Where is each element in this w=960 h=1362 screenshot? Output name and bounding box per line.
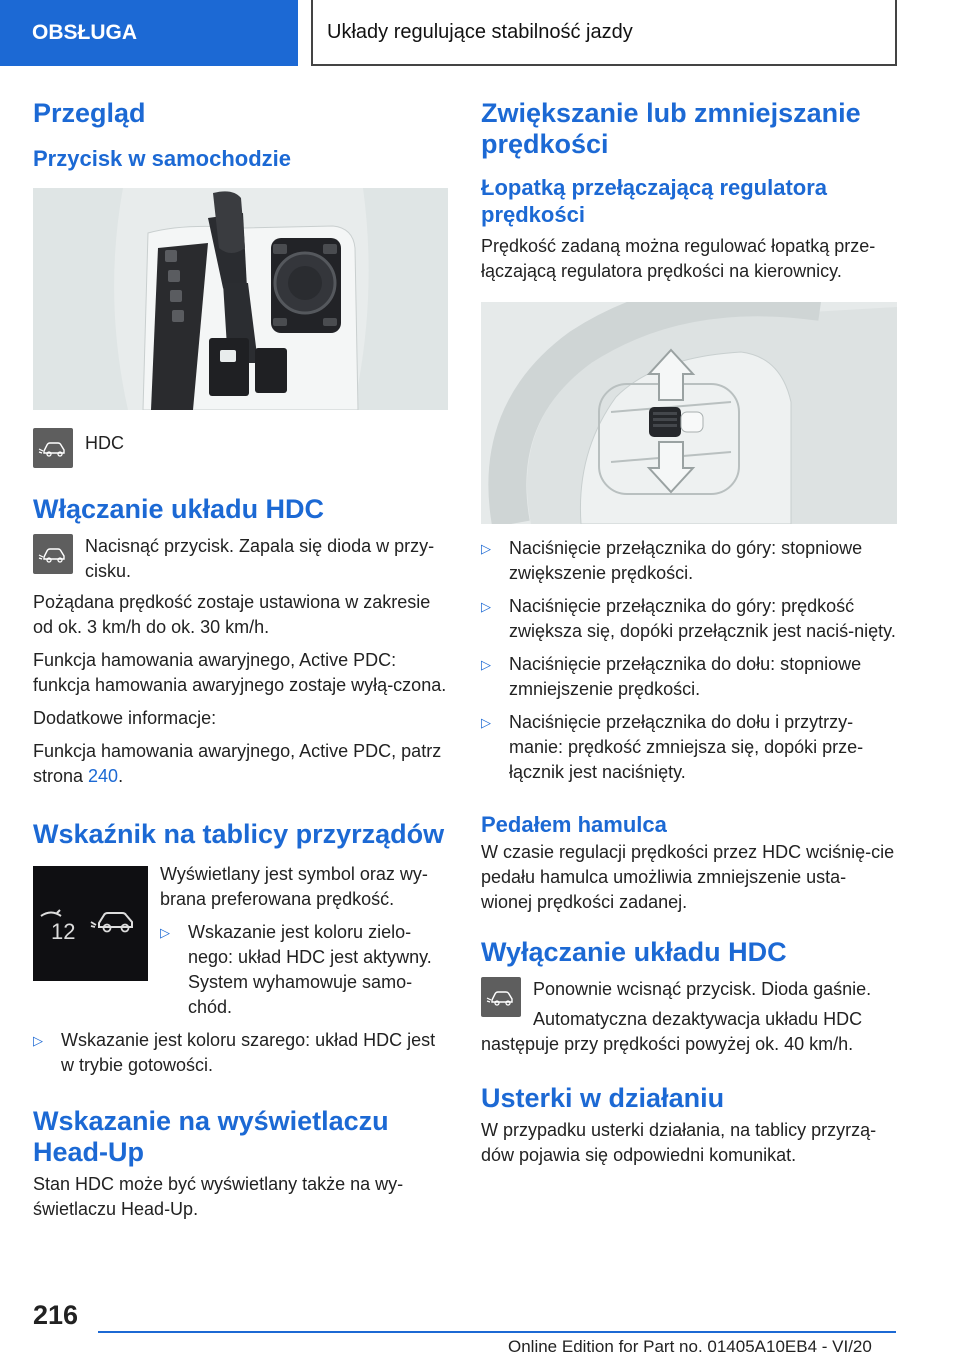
list-item <box>481 710 897 785</box>
triangle-right-icon: ▷ <box>481 541 491 556</box>
paddle-text: Prędkość zadaną można regulować łopatką prze-łączającą regulatora prędkości na kierownicy. <box>481 236 876 281</box>
paddle-heading: Łopatką przełączającą regulatora prędkości <box>481 175 828 227</box>
indicator-green-text: Wskazanie jest koloru zielo-nego: układ HDC jest aktywny. System wyhamowuje samo-chód. <box>188 922 432 1017</box>
indicator-text-block <box>160 862 448 1020</box>
disable-hdc-heading: Wyłączanie układu HDC <box>481 937 787 967</box>
see-page-text <box>33 739 448 789</box>
additional-info-label: Dodatkowe informacje: <box>33 708 217 728</box>
disable-step-text: Ponownie wcisnąć przycisk. Dioda gaśnie. <box>533 979 872 999</box>
speed-change-heading: Zwiększanie lub zmniejszanie prędkości <box>481 98 861 159</box>
auto-deactivation-text: Automatyczna dezaktywacja układu HDC następuje przy prędkości powyżej ok. 40 km/h. <box>481 1009 863 1054</box>
hud-heading: Wskazanie na wyświetlaczu Head-Up <box>33 1106 389 1167</box>
enable-step <box>33 534 448 584</box>
chapter-header <box>311 0 897 66</box>
triangle-right-icon: ▷ <box>481 657 491 672</box>
section-title: OBSŁUGA <box>32 21 137 44</box>
steering-wheel-illustration <box>481 302 897 524</box>
hdc-car-descent-icon <box>37 542 69 566</box>
bullet-text: Naciśnięcie przełącznika do dołu: stopniowe zmniejszenie prędkości. <box>509 654 862 699</box>
cluster-display <box>33 866 148 981</box>
edition-note: Online Edition for Part no. 01405A10EB4 - VI/20 <box>508 1337 872 1356</box>
steering-wheel-photo <box>481 302 897 524</box>
hdc-legend <box>33 428 448 468</box>
right-column <box>481 98 897 1168</box>
bullet-text: Naciśnięcie przełącznika do góry: prędkość zwiększa się, dopóki przełącznik jest naciś-nięty. <box>509 596 896 641</box>
enable-step-text: Nacisnąć przycisk. Zapala się dioda w przy-cisku. <box>85 536 435 581</box>
hdc-car-descent-icon <box>37 436 69 460</box>
brake-heading: Pedałem hamulca <box>481 812 667 837</box>
triangle-right-icon: ▷ <box>160 925 170 940</box>
triangle-right-icon: ▷ <box>33 1033 43 1048</box>
indicator-description: Wyświetlany jest symbol oraz wy-brana preferowana prędkość. <box>160 864 428 909</box>
indicator-heading: Wskaźnik na tablicy przyrządów <box>33 819 445 849</box>
page-number: 216 <box>33 1300 79 1330</box>
list-item <box>481 536 897 586</box>
enable-hdc-heading: Włączanie układu HDC <box>33 494 325 524</box>
see-page-end: . <box>118 766 124 786</box>
chapter-title: Układy regulujące stabilność jazdy <box>327 20 633 43</box>
faults-text: W przypadku usterki działania, na tablicy przyrzą-dów pojawia się odpowiedni komunikat. <box>481 1120 877 1165</box>
hdc-car-descent-icon <box>485 985 517 1009</box>
hdc-label: HDC <box>85 433 124 453</box>
indicator-block <box>33 862 448 1020</box>
list-item <box>481 594 897 644</box>
list-item <box>160 920 448 1020</box>
see-page-prefix: Funkcja hamowania awaryjnego, Active PDC, patrz strona <box>33 741 442 786</box>
hdc-icon <box>481 977 521 1017</box>
left-column <box>33 98 448 1222</box>
overview-heading: Przegląd <box>33 98 146 128</box>
button-in-car-heading: Przycisk w samochodzie <box>33 146 291 171</box>
bullet-text: Naciśnięcie przełącznika do dołu i przytrzy-manie: prędkość zmniejsza się, dopóki prze-łącznik jest naciśnięty. <box>509 712 864 782</box>
indicator-grey-text: Wskazanie jest koloru szarego: układ HDC jest w trybie gotowości. <box>61 1030 436 1075</box>
speed-range-text: Pożądana prędkość zostaje ustawiona w zakresie od ok. 3 km/h do ok. 30 km/h. <box>33 592 431 637</box>
center-console-photo <box>33 188 448 410</box>
hud-text: Stan HDC może być wyświetlany także na wy-świetlaczu Head-Up. <box>33 1174 404 1219</box>
center-console-illustration <box>33 188 448 410</box>
triangle-right-icon: ▷ <box>481 715 491 730</box>
cluster-speed-value: 12 <box>51 919 76 944</box>
hdc-icon <box>33 534 73 574</box>
hdc-icon <box>33 428 73 468</box>
emergency-braking-text: Funkcja hamowania awaryjnego, Active PDC: funkcja hamowania awaryjnego zostaje wyłą-czona. <box>33 650 447 695</box>
speed-bullet-list <box>481 536 897 785</box>
bullet-text: Naciśnięcie przełącznika do góry: stopniowe zwiększenie prędkości. <box>509 538 863 583</box>
list-item <box>481 652 897 702</box>
section-tab <box>0 0 298 66</box>
faults-heading: Usterki w działaniu <box>481 1083 725 1113</box>
list-item <box>33 1028 448 1078</box>
brake-text: W czasie regulacji prędkości przez HDC wciśnię-cie pedału hamulca umożliwia zmniejszenie usta-wionej prędkości zadanej. <box>481 842 895 912</box>
triangle-right-icon: ▷ <box>481 599 491 614</box>
page-link[interactable]: 240 <box>88 766 119 786</box>
footer-divider <box>98 1331 896 1333</box>
